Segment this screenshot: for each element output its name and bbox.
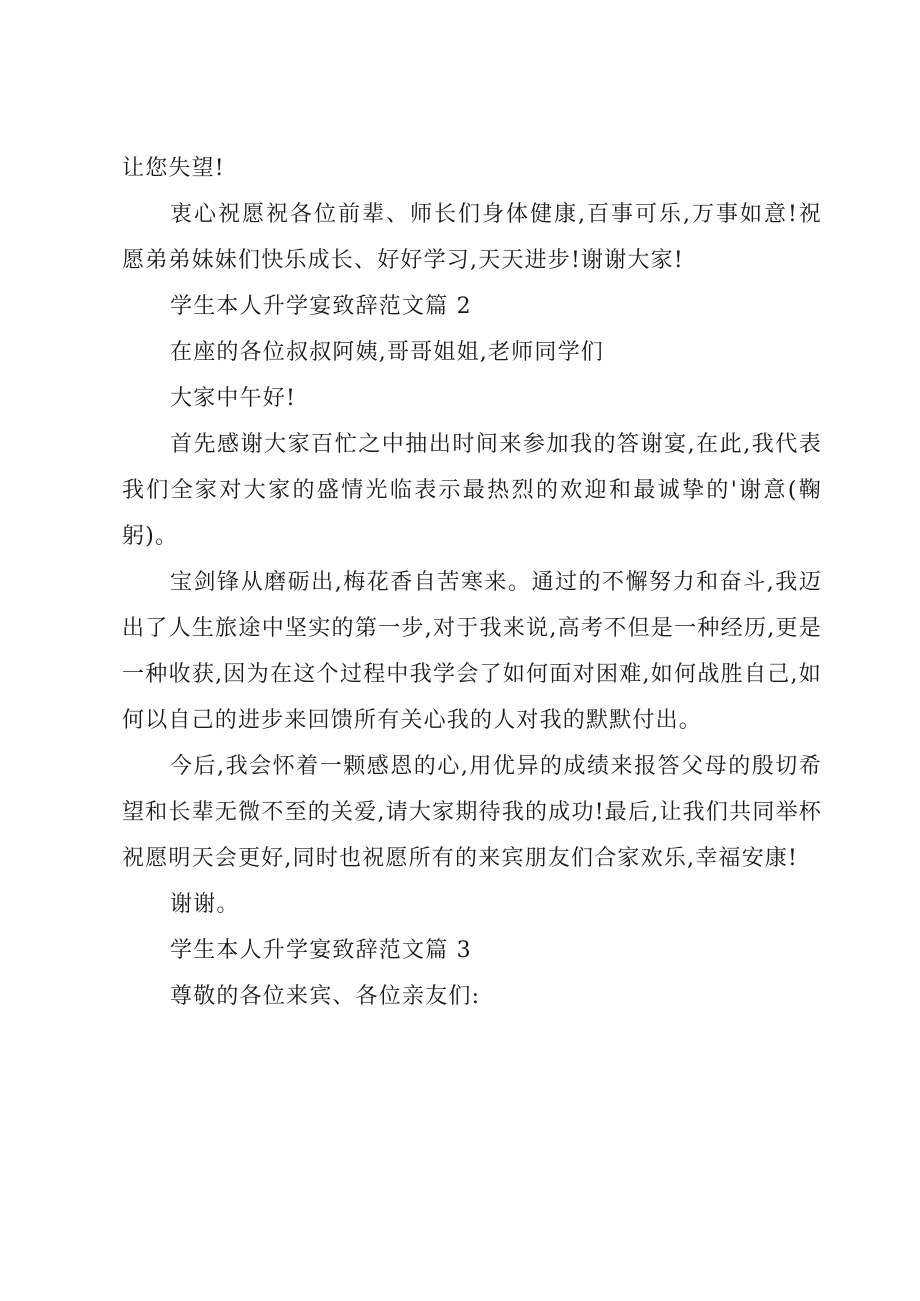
paragraph-address: 在座的各位叔叔阿姨,哥哥姐姐,老师同学们 [170, 340, 604, 365]
section-heading-2: 学生本人升学宴致辞范文篇 2 [170, 294, 472, 319]
paragraph-thank-you: 谢谢。 [170, 892, 240, 917]
paragraph-future: 今后,我会怀着一颗感恩的心,用优异的成绩来报答父母的殷切希望和长辈无微不至的关爱,请大家期待我的成功!最后,让我们共同举杯祝愿明天会更好,同时也祝愿所有的来宾朋友们合家欢乐,幸福安康! [122, 754, 822, 871]
paragraph-journey: 宝剑锋从磨砺出,梅花香自苦寒来。通过的不懈努力和奋斗,我迈出了人生旅途中坚实的第一步,对于我来说,高考不但是一种经历,更是一种收获,因为在这个过程中我学会了如何面对困难,如何战胜自己,如何以自己的进步来回馈所有关心我的人对我的默默付出。 [122, 570, 822, 733]
paragraph-salutation: 尊敬的各位来宾、各位亲友们: [170, 984, 481, 1009]
paragraph-thanks: 首先感谢大家百忙之中抽出时间来参加我的答谢宴,在此,我代表我们全家对大家的盛情光临表示最热烈的欢迎和最诚挚的'谢意(鞠躬)。 [122, 432, 822, 549]
document-body [122, 146, 822, 1020]
paragraph-greeting: 大家中午好! [170, 386, 297, 411]
paragraph-closing-continuation: 让您失望! [122, 156, 225, 181]
paragraph-wishes: 衷心祝愿祝各位前辈、师长们身体健康,百事可乐,万事如意!祝愿弟弟妹妹们快乐成长、好好学习,天天进步!谢谢大家! [122, 202, 822, 273]
section-heading-3: 学生本人升学宴致辞范文篇 3 [170, 938, 472, 963]
